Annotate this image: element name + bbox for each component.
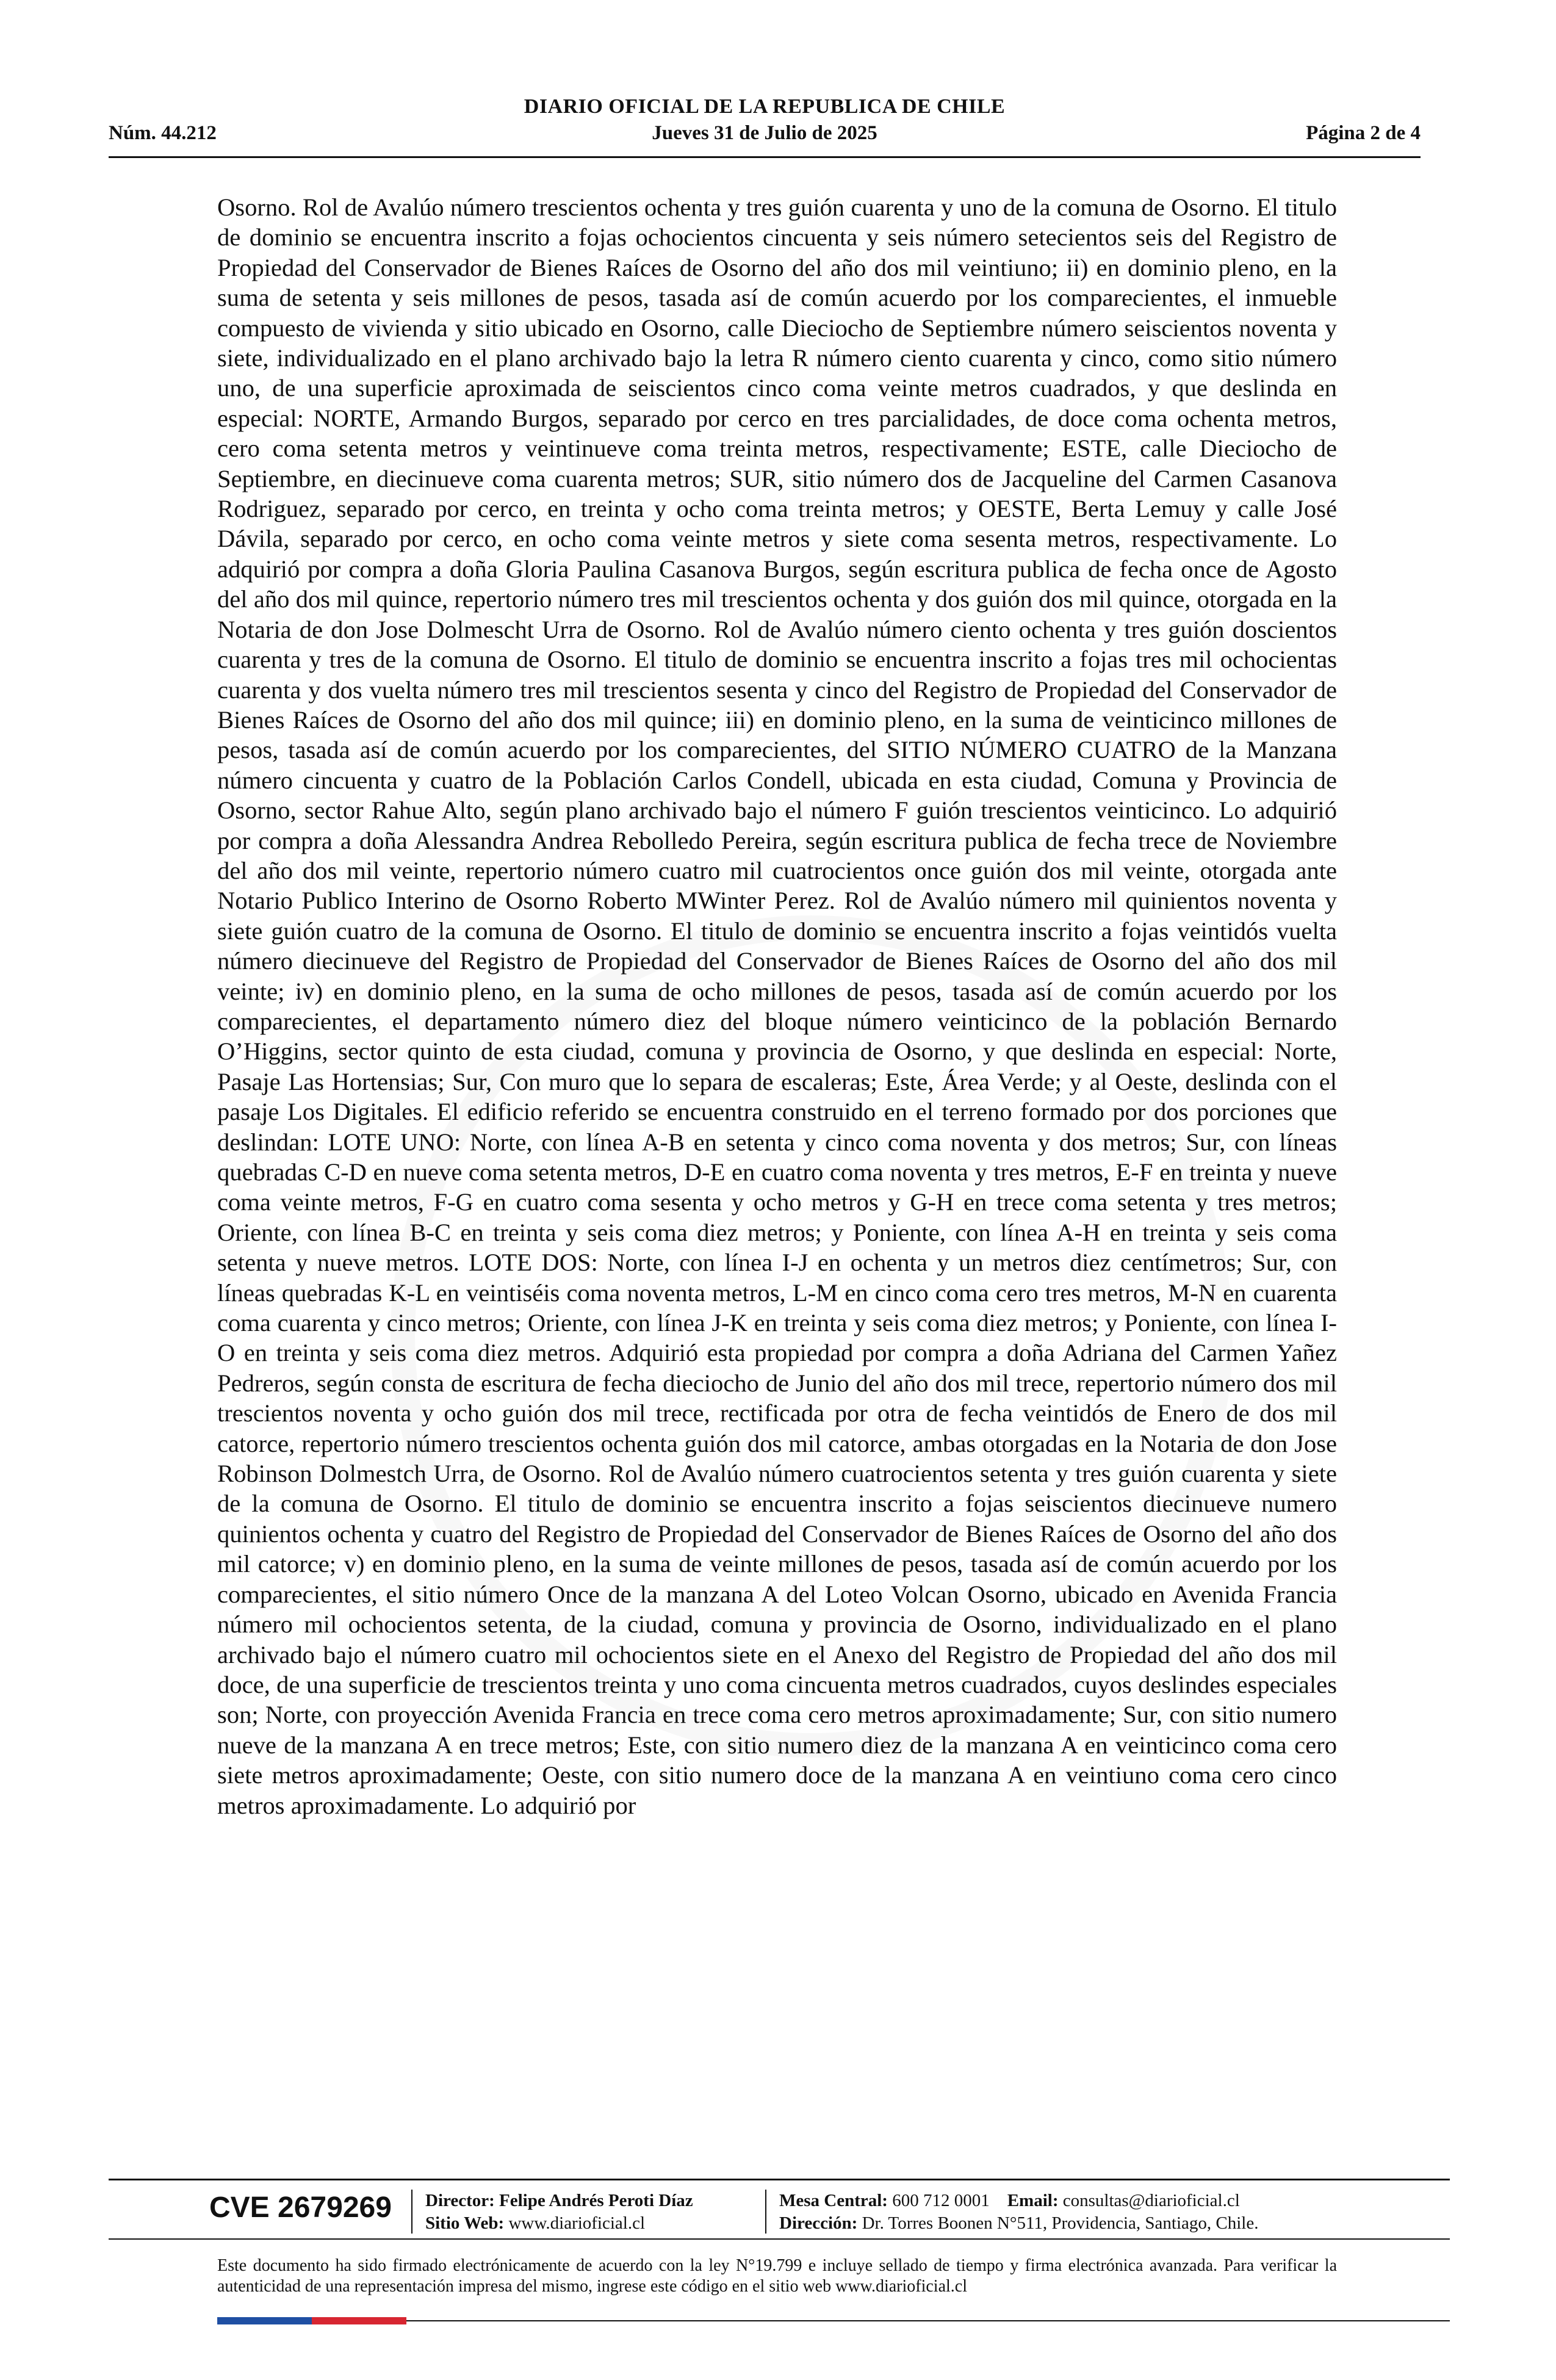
page-number: Página 2 de 4 [1306, 122, 1421, 144]
newspaper-title: DIARIO OFICIAL DE LA REPUBLICA DE CHILE [524, 95, 1006, 118]
footer-bottom-divider [406, 2320, 1450, 2321]
address-label: Dirección: [779, 2213, 858, 2233]
footer-separator [765, 2190, 766, 2234]
footer-contact-block [779, 2190, 1258, 2235]
page-footer [109, 2179, 1450, 2325]
issue-number: Núm. 44.212 [109, 122, 217, 144]
flag-red-band [312, 2317, 406, 2324]
address-text: Dr. Torres Boonen N°511, Providencia, Santiago, Chile. [862, 2213, 1259, 2233]
signature-disclaimer: Este documento ha sido firmado electrónicamente de acuerdo con la ley N°19.799 e incluye sellado de tiempo y firma electrónica avanzada. Para verificar la autenticidad de una representación impresa del mismo, ingrese este código en el sitio web www.diarioficial.cl [217, 2256, 1337, 2296]
director-label: Director: [425, 2191, 495, 2210]
footer-director-block [425, 2190, 693, 2235]
document-body: Osorno. Rol de Avalúo número trescientos ochenta y tres guión cuarenta y uno de la comuna de Osorno. El titulo de dominio se encuentra inscrito a fojas ochocientos cincuenta y seis número setecientos seis del Registro de Propiedad del Conservador de Bienes Raíces de Osorno del año dos mil veintiuno; ii) en dominio pleno, en la suma de setenta y seis millones de pesos, tasada así de común acuerdo por los comparecientes, el inmueble compuesto de vivienda y sitio ubicado en Osorno, calle Dieciocho de Septiembre número seiscientos noventa y siete, individualizado en el plano archivado bajo la letra R número ciento cuarenta y cinco, como sitio número uno, de una superficie aproximada de seiscientos cinco coma veinte metros cuadrados, y que deslinda en especial: NORTE, Armando Burgos, separado por cerco en tres parcialidades, de doce coma ochenta metros, cero coma setenta metros y veintinueve coma treinta metros, respectivamente; ESTE, calle Dieciocho de Septiembre, en diecinueve coma cuarenta metros; SUR, sitio número dos de Jacqueline del Carmen Casanova Rodriguez, separado por cerco, en treinta y ocho coma treinta metros; y OESTE, Berta Lemuy y calle José Dávila, separado por cerco, en ocho coma veinte metros y siete coma sesenta metros, respectivamente. Lo adquirió por compra a doña Gloria Paulina Casanova Burgos, según escritura publica de fecha once de Agosto del año dos mil quince, repertorio número tres mil trescientos ochenta y dos guión dos mil quince, otorgada en la Notaria de don Jose Dolmescht Urra de Osorno. Rol de Avalúo número ciento ochenta y tres guión doscientos cuarenta y tres de la comuna de Osorno. El titulo de dominio se encuentra inscrito a fojas tres mil ochocientas cuarenta y dos vuelta número tres mil trescientos sesenta y cinco del Registro de Propiedad del Conservador de Bienes Raíces de Osorno del año dos mil quince; iii) en dominio pleno, en la suma de veinticinco millones de pesos, tasada así de común acuerdo por los comparecientes, del SITIO NÚMERO CUATRO de la Manzana número cincuenta y cuatro de la Población Carlos Condell, ubicada en esta ciudad, Comuna y Provincia de Osorno, sector Rahue Alto, según plano archivado bajo el número F guión trescientos veinticinco. Lo adquirió por compra a doña Alessandra Andrea Rebolledo Pereira, según escritura publica de fecha trece de Noviembre del año dos mil veinte, repertorio número cuatro mil cuatrocientos once guión dos mil veinte, otorgada ante Notario Publico Interino de Osorno Roberto MWinter Perez. Rol de Avalúo número mil quinientos noventa y siete guión cuatro de la comuna de Osorno. El titulo de dominio se encuentra inscrito a fojas veintidós vuelta número diecinueve del Registro de Propiedad del Conservador de Bienes Raíces de Osorno del año dos mil veinte; iv) en dominio pleno, en la suma de ocho millones de pesos, tasada así de común acuerdo por los comparecientes, el departamento número diez del bloque número veinticinco de la población Bernardo O’Higgins, sector quinto de esta ciudad, comuna y provincia de Osorno, y que deslinda en especial: Norte, Pasaje Las Hortensias; Sur, Con muro que lo separa de escaleras; Este, Área Verde; y al Oeste, deslinda con el pasaje Los Digitales. El edificio referido se encuentra construido en el terreno formado por dos porciones que deslindan: LOTE UNO: Norte, con línea A-B en setenta y cinco coma noventa y dos metros; Sur, con líneas quebradas C-D en nueve coma setenta metros, D-E en cuatro coma noventa y tres metros, E-F en treinta y nueve coma veinte metros, F-G en cuatro coma sesenta y ocho metros y G-H en trece coma setenta y tres metros; Oriente, con línea B-C en treinta y seis coma diez metros; y Poniente, con línea A-H en treinta y seis coma setenta y nueve metros. LOTE DOS: Norte, con línea I-J en ochenta y un metros diez centímetros; Sur, con líneas quebradas K-L en veintiséis coma noventa metros, L-M en cinco coma cero tres metros, M-N en cuarenta coma cuarenta y cinco metros; Oriente, con línea J-K en treinta y seis coma diez metros; y Poniente, con línea I-O en treinta y seis coma diez metros. Adquirió esta propiedad por compra a doña Adriana del Carmen Yañez Pedreros, según consta de escritura de fecha dieciocho de Junio del año dos mil trece, repertorio número dos mil trescientos noventa y ocho guión dos mil trece, rectificada por otra de fecha veintidós de Enero de dos mil catorce, repertorio número trescientos ochenta guión dos mil catorce, ambas otorgadas en la Notaria de don Jose Robinson Dolmestch Urra, de Osorno. Rol de Avalúo número cuatrocientos setenta y tres guión cuarenta y siete de la comuna de Osorno. El titulo de dominio se encuentra inscrito a fojas seiscientos diecinueve numero quinientos ochenta y cuatro del Registro de Propiedad del Conservador de Bienes Raíces de Osorno del año dos mil catorce; v) en dominio pleno, en la suma de veinte millones de pesos, tasada así de común acuerdo por los comparecientes, el sitio número Once de la manzana A del Loteo Volcan Osorno, ubicado en Avenida Francia número mil ochocientos setenta, de la ciudad, comuna y provincia de Osorno, individualizado en el plano archivado bajo el número cuatro mil ochocientos siete en el Anexo del Registro de Propiedad del año dos mil doce, de una superficie de trescientos treinta y uno coma cincuenta metros cuadrados, cuyos deslindes especiales son; Norte, con proyección Avenida Francia en trece coma cero metros aproximadamente; Sur, con sitio numero nueve de la manzana A en trece metros; Este, con sitio numero diez de la manzana A en veinticinco coma cero siete metros aproximadamente; Oeste, con sitio numero doce de la manzana A en veintiuno coma cero cinco metros aproximadamente. Lo adquirió por [217, 193, 1337, 1819]
phone-number: 600 712 0001 [892, 2191, 990, 2210]
footer-top-divider [109, 2179, 1450, 2180]
email-link[interactable]: consultas@diarioficial.cl [1062, 2191, 1240, 2210]
phone-label: Mesa Central: [779, 2191, 888, 2210]
header-divider [109, 156, 1421, 158]
email-label: Email: [1007, 2191, 1059, 2210]
flag-blue-band [217, 2317, 312, 2324]
issue-date: Jueves 31 de Julio de 2025 [652, 122, 877, 144]
website-link[interactable]: www.diarioficial.cl [508, 2213, 646, 2233]
director-name: Felipe Andrés Peroti Díaz [499, 2191, 693, 2210]
footer-separator [411, 2190, 412, 2234]
cve-code: CVE 2679269 [209, 2191, 392, 2224]
chile-flag-stripe [217, 2317, 406, 2324]
footer-mid-divider [109, 2238, 1450, 2240]
website-label: Sitio Web: [425, 2213, 505, 2233]
page-header [109, 95, 1421, 159]
